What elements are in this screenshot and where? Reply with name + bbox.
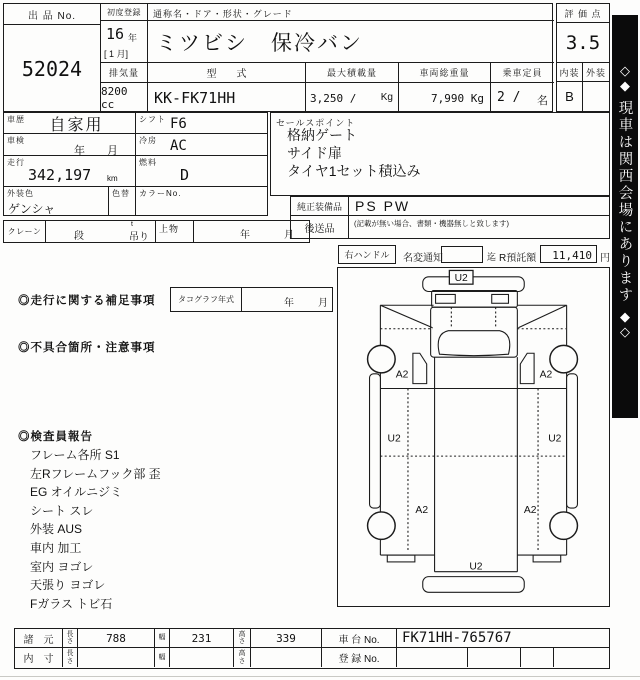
width-value: 231: [170, 629, 234, 647]
sales-point-item: 格納ゲート: [287, 127, 357, 143]
fuel-value: D: [180, 166, 190, 184]
history-cell: [4, 113, 136, 134]
name-header: 通称名・ドア・形状・グレード: [148, 4, 554, 21]
registration-no-cell-1: [397, 648, 468, 667]
later-sent-note: (記載が無い場合、書類・機器無しと致します): [354, 219, 509, 228]
later-sent-label: 後送品: [291, 216, 349, 238]
registration-no-label: 登 録 No.: [322, 648, 397, 667]
mileage-label: 走行: [7, 158, 25, 167]
ac-label: 冷房: [139, 136, 157, 145]
spec-row-label: 諸 元: [15, 629, 63, 647]
diamond-open-icon: ◇: [620, 63, 630, 78]
ac-cell: [136, 134, 267, 156]
interior-grade-value: B: [557, 82, 583, 111]
made-label: 迄: [487, 252, 497, 262]
height-value: 339: [251, 629, 322, 647]
length-label-cell: [63, 629, 78, 647]
color-change-label: 色替: [112, 189, 130, 198]
vehicle-name: ミツビシ 保冷バン: [148, 21, 554, 63]
oem-equipment-label: 純正装備品: [291, 197, 349, 215]
truck-outline: [368, 270, 578, 592]
inspector-title: ◎検査員報告: [18, 431, 93, 443]
oem-equipment-value: PS PW: [355, 198, 411, 214]
height-label: 高さ: [238, 630, 246, 645]
sales-point-item: タイヤ1セット積込み: [287, 163, 421, 179]
chassis-no-value: FK71HH-765767: [402, 630, 512, 646]
exterior-color-cell: [4, 187, 109, 215]
sales-points-box: [270, 112, 610, 196]
first-registration-year: 16: [106, 25, 125, 43]
body-unit-label: 上物: [159, 224, 180, 234]
chassis-no-label: 車 台 No.: [322, 629, 397, 647]
inspector-item: 車内 加工: [30, 540, 82, 555]
fender-right: [520, 353, 534, 383]
inspector-item: 天張り ヨゴレ: [30, 578, 106, 593]
exterior-grade-value: [583, 82, 609, 111]
body-side-edges: [380, 305, 566, 555]
venue-banner-text: 現車は関西会場にあります: [616, 100, 633, 304]
vehicle-diagram-box: [337, 267, 610, 607]
first-registration-month: [ 1 月]: [104, 49, 129, 59]
body-unit-year: 年: [240, 230, 250, 241]
later-sent-row: [290, 215, 610, 239]
exterior-color-label: 外装色: [7, 189, 34, 198]
cab-dotted-lines: [451, 307, 495, 329]
first-registration-year-unit: 年: [128, 33, 138, 43]
max-load-value: 3,250 /: [310, 92, 357, 105]
sales-points-title: セールスポイント: [276, 118, 356, 128]
width-label-cell: [155, 629, 170, 647]
deposit-label: R預託額: [499, 253, 537, 264]
crane-spec-cell: [46, 221, 156, 242]
side-rail-left: [370, 374, 381, 508]
deposit-value: 11,410: [540, 245, 597, 263]
inner-width-label-cell: [155, 648, 170, 667]
grade-right-front: A2: [539, 369, 553, 381]
capacity-unit: 名: [537, 95, 548, 107]
fender-left: [413, 353, 427, 383]
length-value: 788: [78, 629, 155, 647]
interior-grade-label: 内装: [557, 63, 583, 82]
grade-left-front: A2: [395, 369, 409, 381]
mileage-value: 342,197: [28, 166, 92, 184]
history-value: 自家用: [49, 116, 104, 134]
exterior-color-value: ゲンシャ: [8, 202, 56, 216]
grade-rear: U2: [469, 561, 483, 573]
inspector-item: Fガラス トビ石: [30, 596, 113, 611]
truck-top-view-diagram: [338, 268, 609, 606]
inner-height-label: 高さ: [238, 650, 246, 665]
model-code-value: KK-FK71HH: [148, 83, 306, 113]
inner-height-label-cell: [234, 648, 251, 667]
inspector-item: フレーム各所 S1: [30, 448, 120, 462]
ac-value: AC: [170, 138, 187, 154]
cab-window-left: [436, 294, 456, 303]
color-change-cell: [109, 187, 136, 215]
registration-no-cell-4: [554, 648, 609, 667]
tachograph-label: タコグラフ年式: [170, 287, 242, 312]
cargo-dotted-verticals: [408, 389, 538, 553]
inspector-item: EG オイルニジミ: [30, 485, 123, 500]
first-registration-label: 初度登録: [101, 4, 148, 21]
inner-length-label: 長さ: [66, 650, 74, 665]
inner-dim-row-label: 内 寸: [15, 648, 63, 667]
crane-row: [3, 220, 310, 243]
inner-length-value: [78, 648, 155, 667]
name-change-field: [441, 246, 483, 263]
lot-number-label: 出 品 No.: [4, 4, 101, 25]
exterior-grade-label: 外装: [583, 63, 609, 82]
max-load-unit: Kg: [380, 92, 393, 103]
diamond-filled-icon: ◆: [620, 309, 630, 324]
wheel-rear-left: [368, 512, 396, 539]
length-label: 長さ: [66, 630, 74, 645]
cab-hood: [432, 291, 518, 308]
first-registration-value: [101, 21, 148, 63]
history-label: 車歴: [7, 115, 25, 124]
capacity-value: 2 /: [497, 90, 521, 105]
page-bottom-rule: [0, 676, 640, 677]
spec-table: [14, 628, 610, 669]
sales-points-list: [287, 126, 421, 180]
grade-right-mid: U2: [548, 433, 562, 445]
fuel-cell: [136, 156, 267, 187]
color-no-cell: [136, 187, 267, 215]
sales-point-item: サイド扉: [287, 145, 343, 161]
cab-window-right: [492, 294, 509, 303]
width-label: 幅: [158, 634, 166, 642]
grade-right-rear: A2: [523, 504, 537, 516]
steering-badge: 右ハンドル: [338, 245, 396, 264]
inspection-month: 月: [107, 145, 118, 157]
score-label: 評 価 点: [557, 4, 609, 23]
inspector-item: 室内 ヨゴレ: [30, 559, 94, 574]
mileage-unit: km: [107, 174, 118, 183]
spec-row: [15, 629, 609, 648]
inspection-cell: [4, 134, 136, 156]
gvw-label: 車両総重量: [399, 63, 491, 83]
windshield: [438, 331, 510, 356]
defect-title: ◎不具合箇所・注意事項: [18, 342, 156, 354]
body-unit-month: 月: [284, 230, 294, 241]
mileage-cell: [4, 156, 136, 187]
inner-length-label-cell: [63, 648, 78, 667]
inspector-report-list: [30, 446, 161, 613]
mileage-note-title: ◎走行に関する補足事項: [18, 295, 156, 307]
header-block: [3, 3, 553, 112]
body-unit-date-cell: [194, 221, 311, 242]
gvw-value: 7,990 Kg: [399, 83, 491, 113]
shift-cell: [136, 113, 267, 134]
displacement-label: 排気量: [101, 63, 148, 83]
rear-bumper: [423, 577, 525, 593]
body-top-diagonals: [380, 305, 566, 328]
inspector-item: シート スレ: [30, 503, 94, 518]
details-block: [3, 112, 268, 216]
side-rail-right: [567, 374, 578, 508]
diamond-filled-icon: ◆: [620, 78, 630, 93]
inspector-item: 外装 AUS: [30, 522, 83, 537]
wheel-front-right: [550, 345, 578, 372]
shift-value: F6: [170, 116, 187, 132]
grade-front: U2: [454, 273, 468, 285]
tachograph-date-cell: [241, 287, 333, 312]
inspection-label: 車検: [7, 136, 25, 145]
displacement-value: 8200 cc: [101, 83, 148, 113]
model-code-label: 型 式: [148, 63, 306, 83]
max-load-value-cell: [306, 83, 399, 113]
fuel-label: 燃料: [139, 158, 157, 167]
venue-banner: [612, 15, 638, 418]
shift-label: シフト: [139, 115, 166, 124]
body-unit-cell: [156, 221, 194, 242]
mud-flap-left: [387, 555, 415, 562]
capacity-value-cell: [491, 83, 554, 113]
grade-left-rear: A2: [415, 504, 429, 516]
score-block: [556, 3, 610, 112]
oem-equipment-row: [290, 196, 610, 216]
wheel-front-left: [368, 345, 396, 372]
inner-dim-row: [15, 648, 609, 667]
registration-no-cell-2: [468, 648, 521, 667]
mud-flap-right: [533, 555, 561, 562]
wheel-rear-right: [550, 512, 578, 539]
inner-width-label: 幅: [158, 653, 166, 661]
crane-tsuri-label: 吊り: [129, 232, 149, 243]
height-label-cell: [234, 629, 251, 647]
crane-label: クレーン: [4, 221, 46, 242]
inner-width-value: [170, 648, 234, 667]
inner-height-value: [251, 648, 322, 667]
damage-grade-labels: [388, 273, 562, 572]
tachograph-year: 年: [284, 298, 294, 309]
crane-dan-label: 段: [74, 231, 84, 242]
max-load-label: 最大積載量: [306, 63, 399, 83]
grade-left-mid: U2: [387, 433, 401, 445]
name-change-label: 名変通知: [403, 253, 443, 264]
deposit-unit: 円: [600, 253, 610, 264]
capacity-label: 乗車定員: [491, 63, 554, 83]
registration-no-cell-3: [521, 648, 554, 667]
diamond-open-icon: ◇: [620, 324, 630, 339]
cargo-inner-lines: [435, 357, 518, 572]
lot-number-value: 52024: [4, 25, 101, 112]
crane-ton-label: t: [131, 221, 133, 228]
score-value: 3.5: [557, 23, 609, 63]
tachograph-month: 月: [318, 298, 328, 309]
inspector-item: 左Rフレームフック部 歪: [30, 466, 161, 481]
color-no-label: カラーNo.: [139, 189, 182, 198]
inspection-year: 年: [74, 145, 85, 157]
